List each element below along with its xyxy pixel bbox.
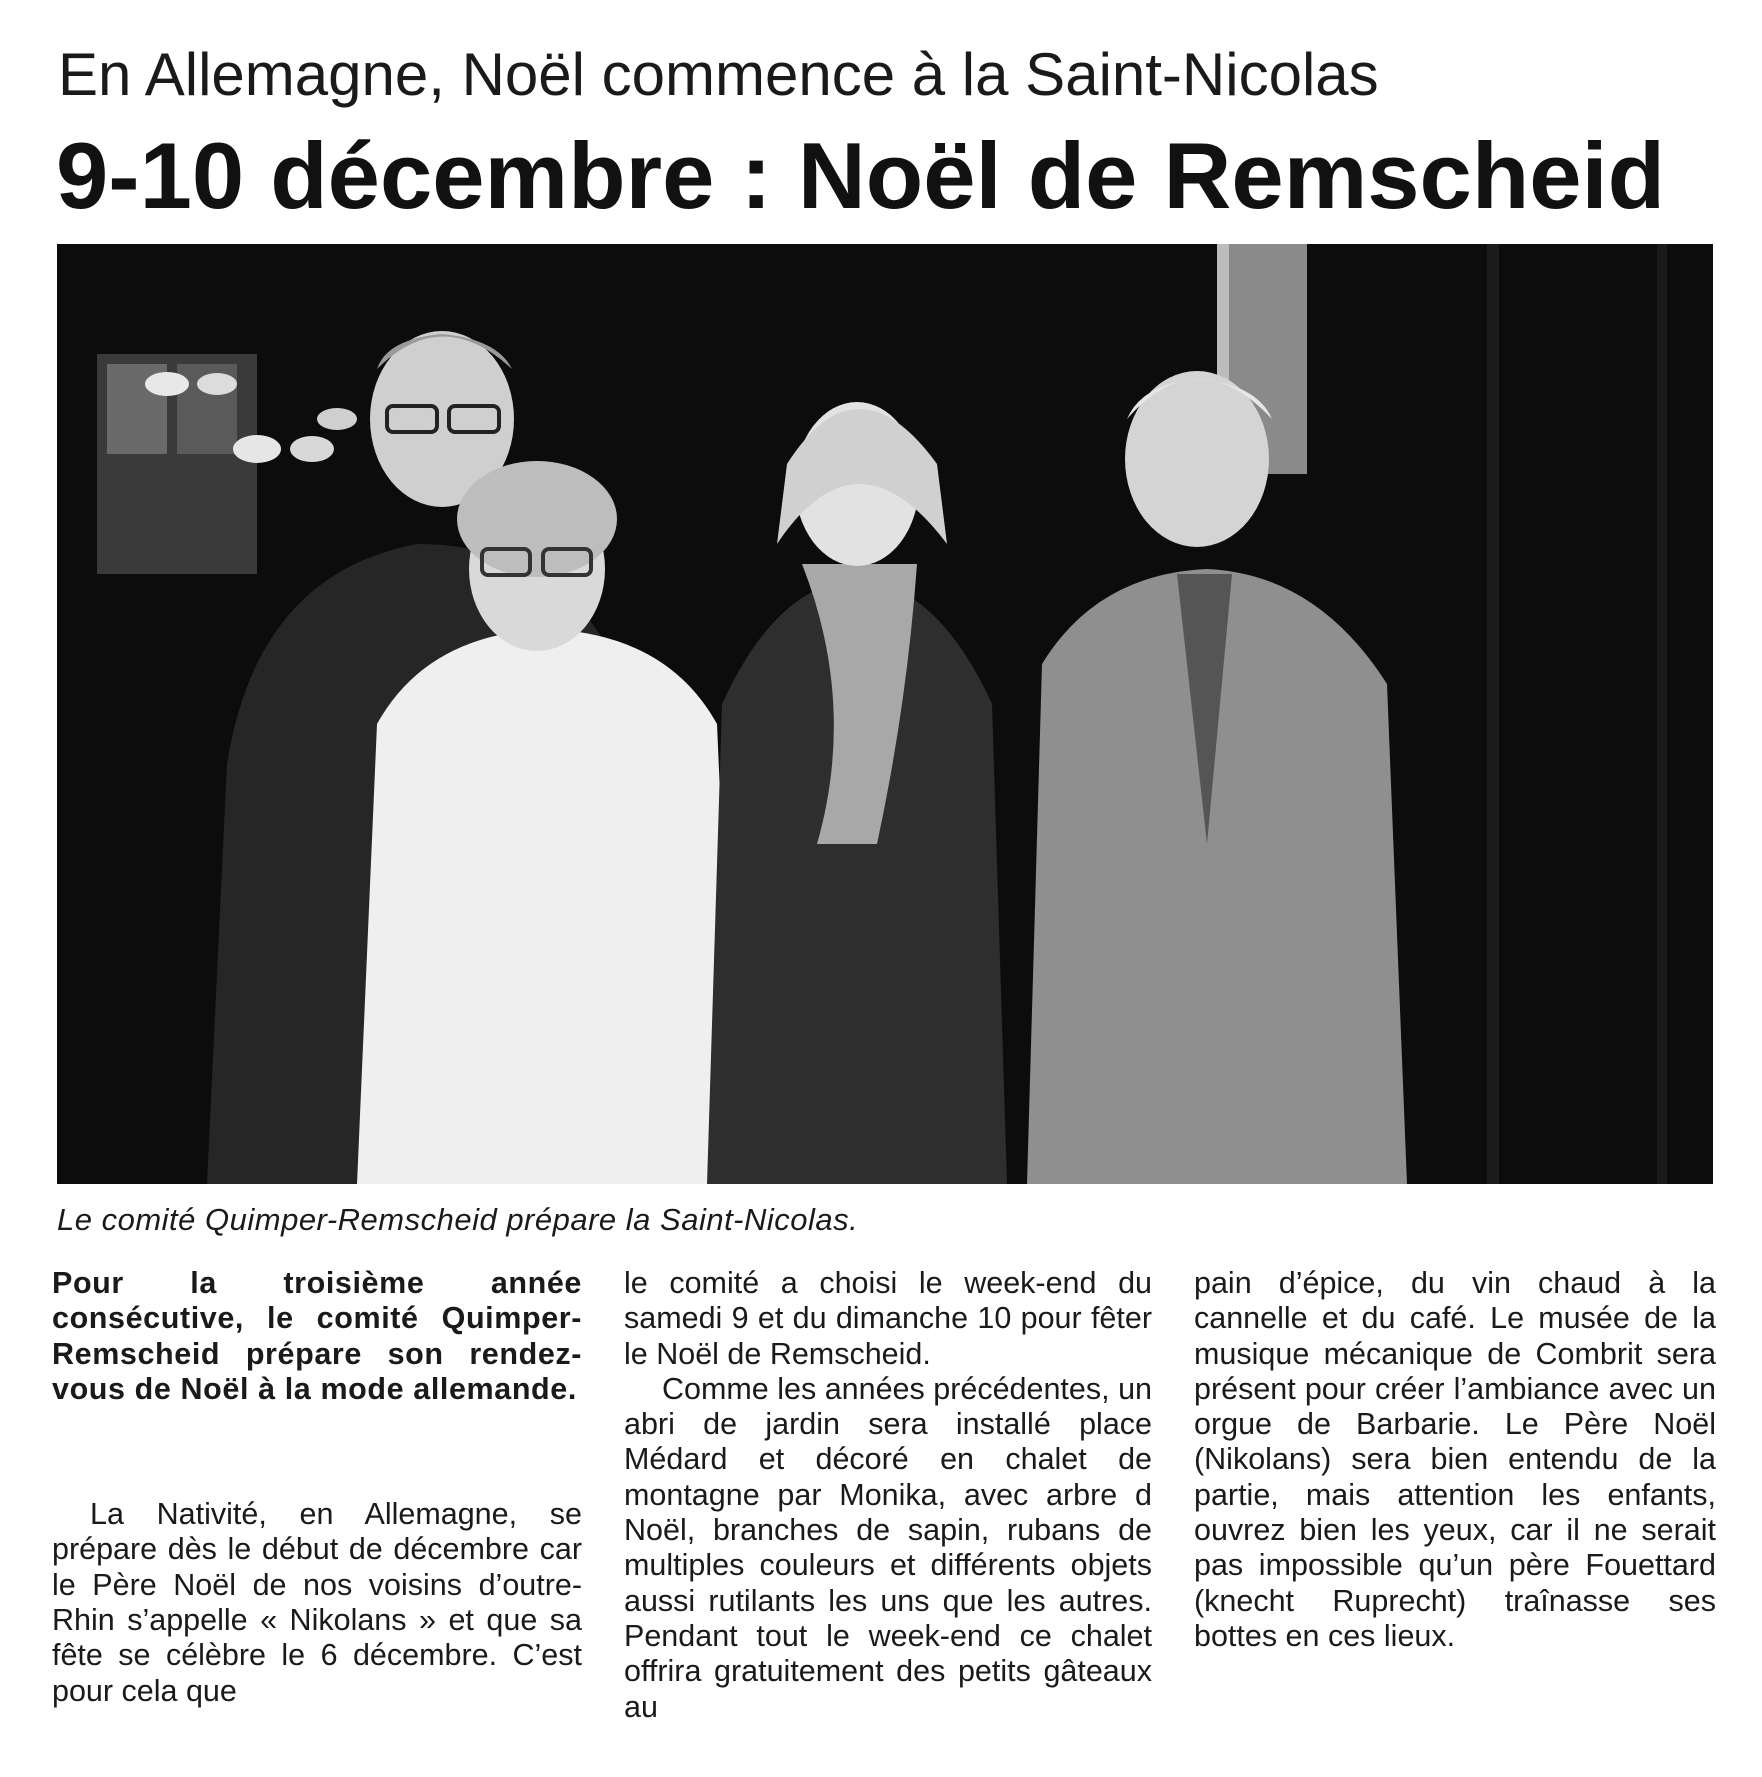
article-paragraph-4: pain d’épice, du vin chaud à la cannelle et du café. Le musée de la musique mécanique de Combrit sera présent pour créer l’ambiance avec un orgue de Barbarie. Le Père Noël (Nikolans) sera bien entendu de la partie, mais attention les enfants, ouvrez bien les yeux, car il ne serait pas impossible qu’un père Fouettard (knecht Ruprecht) traînasse ses bottes en ces lieux. [1194, 1266, 1716, 1653]
kicker-title: En Allemagne, Noël commence à la Saint-Nicolas [58, 41, 1379, 108]
photo-caption: Le comité Quimper-Remscheid prépare la Saint-Nicolas. [57, 1202, 859, 1237]
article-lead: Pour la troisième année consécutive, le comité Quimper-Remscheid prépare son rendez-vous de Noël à la mode allemande. [52, 1266, 582, 1406]
article-column-3 [1194, 1266, 1716, 1654]
article-paragraph-2: le comité a choisi le week-end du samedi 9 et du dimanche 10 pour fêter le Noël de Remscheid. [624, 1266, 1152, 1371]
article-column-2 [624, 1266, 1152, 1725]
headline: 9-10 décembre : Noël de Remscheid [56, 123, 1666, 228]
article-paragraph-1: La Nativité, en Allemagne, se prépare dès le début de décembre car le Père Noël de nos voisins d’outre-Rhin s’appelle « Nikolans » et que sa fête se célèbre le 6 décembre. C’est pour cela que [52, 1497, 582, 1708]
news-photo [57, 244, 1713, 1184]
article-column-1 [52, 1266, 582, 1709]
article-paragraph-3: Comme les années précédentes, un abri de jardin sera installé place Médard et décoré en chalet de montagne par Monika, avec arbre d Noël, branches de sapin, rubans de multiples couleurs et différents objets aussi rutilants les uns que les autres. Pendant tout le week-end ce chalet offrira gratuitement des petits gâteaux au [624, 1371, 1152, 1724]
